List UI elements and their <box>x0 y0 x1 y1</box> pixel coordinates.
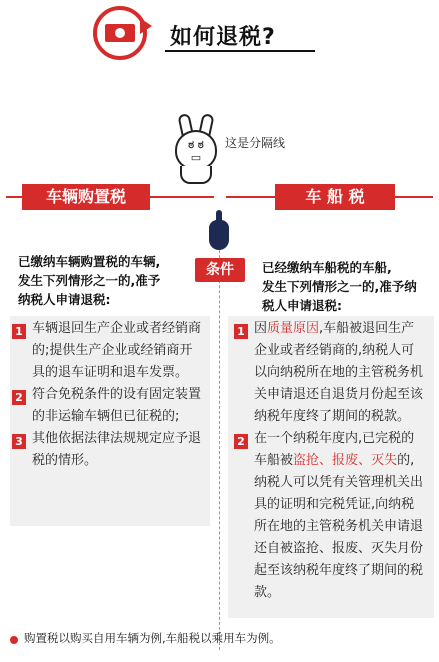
right-item-1 <box>254 318 423 428</box>
right-item-2 <box>254 428 423 604</box>
item-line: 企业或者经销商的,纳税人可 <box>254 343 415 358</box>
item-line: 的;提供生产企业或经销商开 <box>32 343 193 358</box>
right-intro <box>262 258 417 315</box>
bunny-face: ಠ ಠ ▭ <box>188 138 204 164</box>
item-line: 起至该纳税年度终了期间的税 <box>254 563 424 578</box>
left-item-1 <box>32 318 201 384</box>
right-intro-line: 税人申请退税: <box>262 298 342 313</box>
item-line: 具的退车证明和退车发票。 <box>32 365 189 380</box>
item-line: 纳税年度终了期间的税款。 <box>254 409 411 424</box>
highlight-text: 、 <box>319 453 333 468</box>
highlight-text: 灭失 <box>371 453 398 468</box>
divider-label: 这是分隔线 <box>225 136 286 150</box>
highlight-text: 、 <box>358 453 372 468</box>
item-number: 2 <box>234 434 248 449</box>
item-line <box>254 318 423 340</box>
text: ,车船被退回生产 <box>319 321 415 336</box>
item-line: 关申请退还自退货月份起至该 <box>254 387 424 402</box>
footnote: 购置税以购买自用车辆为例,车船税以乘用车为例。 <box>24 631 281 645</box>
item-line: 车辆退回生产企业或者经销商 <box>32 321 202 336</box>
item-line: 其他依据法律法规规定应予退 <box>32 431 202 446</box>
money-cycle-icon <box>93 6 147 60</box>
right-section-title: 车 船 税 <box>275 184 395 210</box>
item-line: 款。 <box>254 585 281 600</box>
item-line: 的非运输车辆但已征税的; <box>32 409 180 424</box>
highlight-text: 盗抢 <box>293 453 320 468</box>
item-number: 2 <box>12 390 26 405</box>
item-line: 在一个纳税年度内,已完税的 <box>254 431 415 446</box>
text: 的, <box>397 453 415 468</box>
left-item-3 <box>32 428 201 472</box>
right-intro-line: 已经缴纳车船税的车船, <box>262 260 392 275</box>
highlight-text: 质量原因 <box>267 321 320 336</box>
left-intro-line: 已缴纳车辆购置税的车辆, <box>18 254 161 269</box>
pointing-hand-icon <box>209 220 229 250</box>
item-number: 1 <box>234 324 248 339</box>
left-intro-line: 发生下列情形之一的,准予 <box>18 273 161 288</box>
highlight-text: 报废 <box>332 453 359 468</box>
page-title: 如何退税? <box>170 25 276 50</box>
left-item-2 <box>32 384 201 428</box>
text: 车船被 <box>254 453 294 468</box>
left-section-title: 车辆购置税 <box>22 184 150 210</box>
title-underline <box>165 50 315 52</box>
right-intro-line: 发生下列情形之一的,准予纳 <box>262 279 417 294</box>
item-number: 1 <box>12 324 26 339</box>
arrow-icon <box>140 18 152 34</box>
item-line: 以向纳税所在地的主管税务机 <box>254 365 424 380</box>
condition-badge: 条件 <box>195 258 245 282</box>
item-line: 还自被盗抢、报废、灭失月份 <box>254 541 424 556</box>
text: 因 <box>254 321 268 336</box>
item-line: 纳税人可以凭有关管理机关出 <box>254 475 424 490</box>
left-intro <box>18 252 160 309</box>
item-line: 所在地的主管税务机关申请退 <box>254 519 424 534</box>
item-line <box>254 450 423 472</box>
item-number: 3 <box>12 434 26 449</box>
item-line: 符合免税条件的设有固定装置 <box>32 387 202 402</box>
item-line: 税的情形。 <box>32 453 98 468</box>
item-line: 具的证明和完税凭证,向纳税 <box>254 497 415 512</box>
left-intro-line: 纳税人申请退税: <box>18 292 111 307</box>
center-divider <box>219 230 220 650</box>
bunny-body <box>180 166 212 184</box>
bullet-icon <box>10 636 18 644</box>
